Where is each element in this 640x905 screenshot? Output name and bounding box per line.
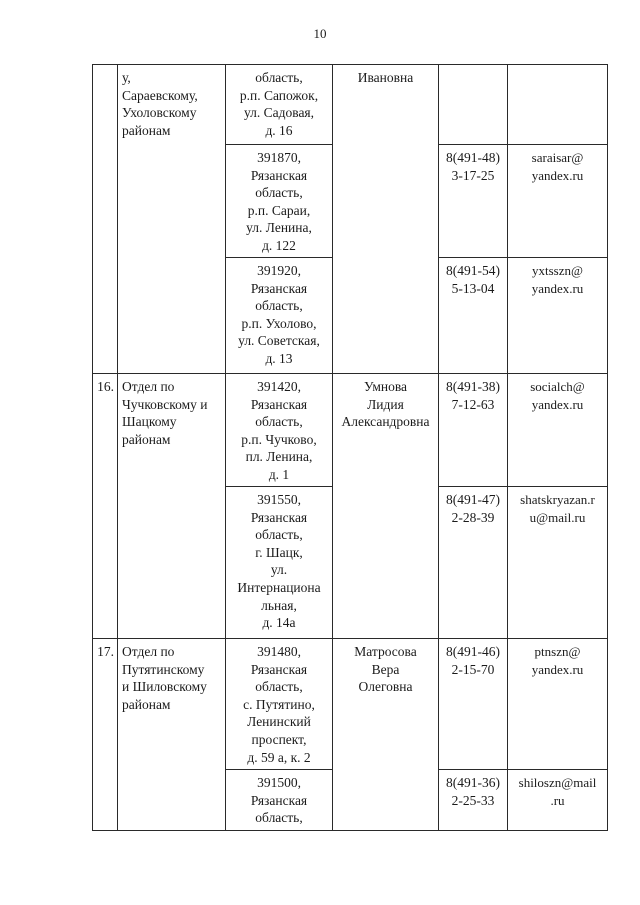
email-cell: socialch@ yandex.ru	[508, 374, 608, 487]
address-cell: 391500, Рязанская область,	[226, 770, 333, 831]
phone-cell: 8(491-46) 2-15-70	[439, 639, 508, 770]
department-cell: у, Сараевскому, Ухоловскому районам	[118, 65, 226, 374]
email-cell: yxtsszn@ yandex.ru	[508, 258, 608, 374]
email-cell: saraisar@ yandex.ru	[508, 145, 608, 258]
table-row	[92, 64, 608, 374]
table-row	[92, 638, 608, 831]
address-cell: 391920, Рязанская область, р.п. Ухолово, ул. Советская, д. 13	[226, 258, 333, 374]
head-cell: Ивановна	[333, 65, 439, 374]
head-cell: Матросова Вера Олеговна	[333, 639, 439, 831]
address-cell: 391550, Рязанская область, г. Шацк, ул. Интернациона льная, д. 14а	[226, 487, 333, 639]
email-cell: ptnszn@ yandex.ru	[508, 639, 608, 770]
head-cell: Умнова Лидия Александровна	[333, 374, 439, 639]
table-row	[92, 373, 608, 639]
page-number: 10	[313, 26, 327, 41]
department-cell: Отдел по Путятинскому и Шиловскому районам	[118, 639, 226, 831]
phone-cell: 8(491-36) 2-25-33	[439, 770, 508, 831]
email-cell: shiloszn@mail .ru	[508, 770, 608, 831]
phone-cell: 8(491-54) 5-13-04	[439, 258, 508, 374]
address-cell: 391420, Рязанская область, р.п. Чучково, пл. Ленина, д. 1	[226, 374, 333, 487]
email-cell	[508, 65, 608, 145]
phone-cell: 8(491-48) 3-17-25	[439, 145, 508, 258]
row-number-cell: 16.	[93, 374, 118, 639]
phone-cell: 8(491-47) 2-28-39	[439, 487, 508, 639]
department-cell: Отдел по Чучковскому и Шацкому районам	[118, 374, 226, 639]
address-cell: область, р.п. Сапожок, ул. Садовая, д. 16	[226, 65, 333, 145]
row-number-cell: 17.	[93, 639, 118, 831]
address-cell: 391480, Рязанская область, с. Путятино, Ленинский проспект, д. 59 а, к. 2	[226, 639, 333, 770]
email-cell: shatskryazan.r u@mail.ru	[508, 487, 608, 639]
row-number-cell	[93, 65, 118, 374]
phone-cell: 8(491-38) 7-12-63	[439, 374, 508, 487]
address-cell: 391870, Рязанская область, р.п. Сараи, ул. Ленина, д. 122	[226, 145, 333, 258]
phone-cell	[439, 65, 508, 145]
